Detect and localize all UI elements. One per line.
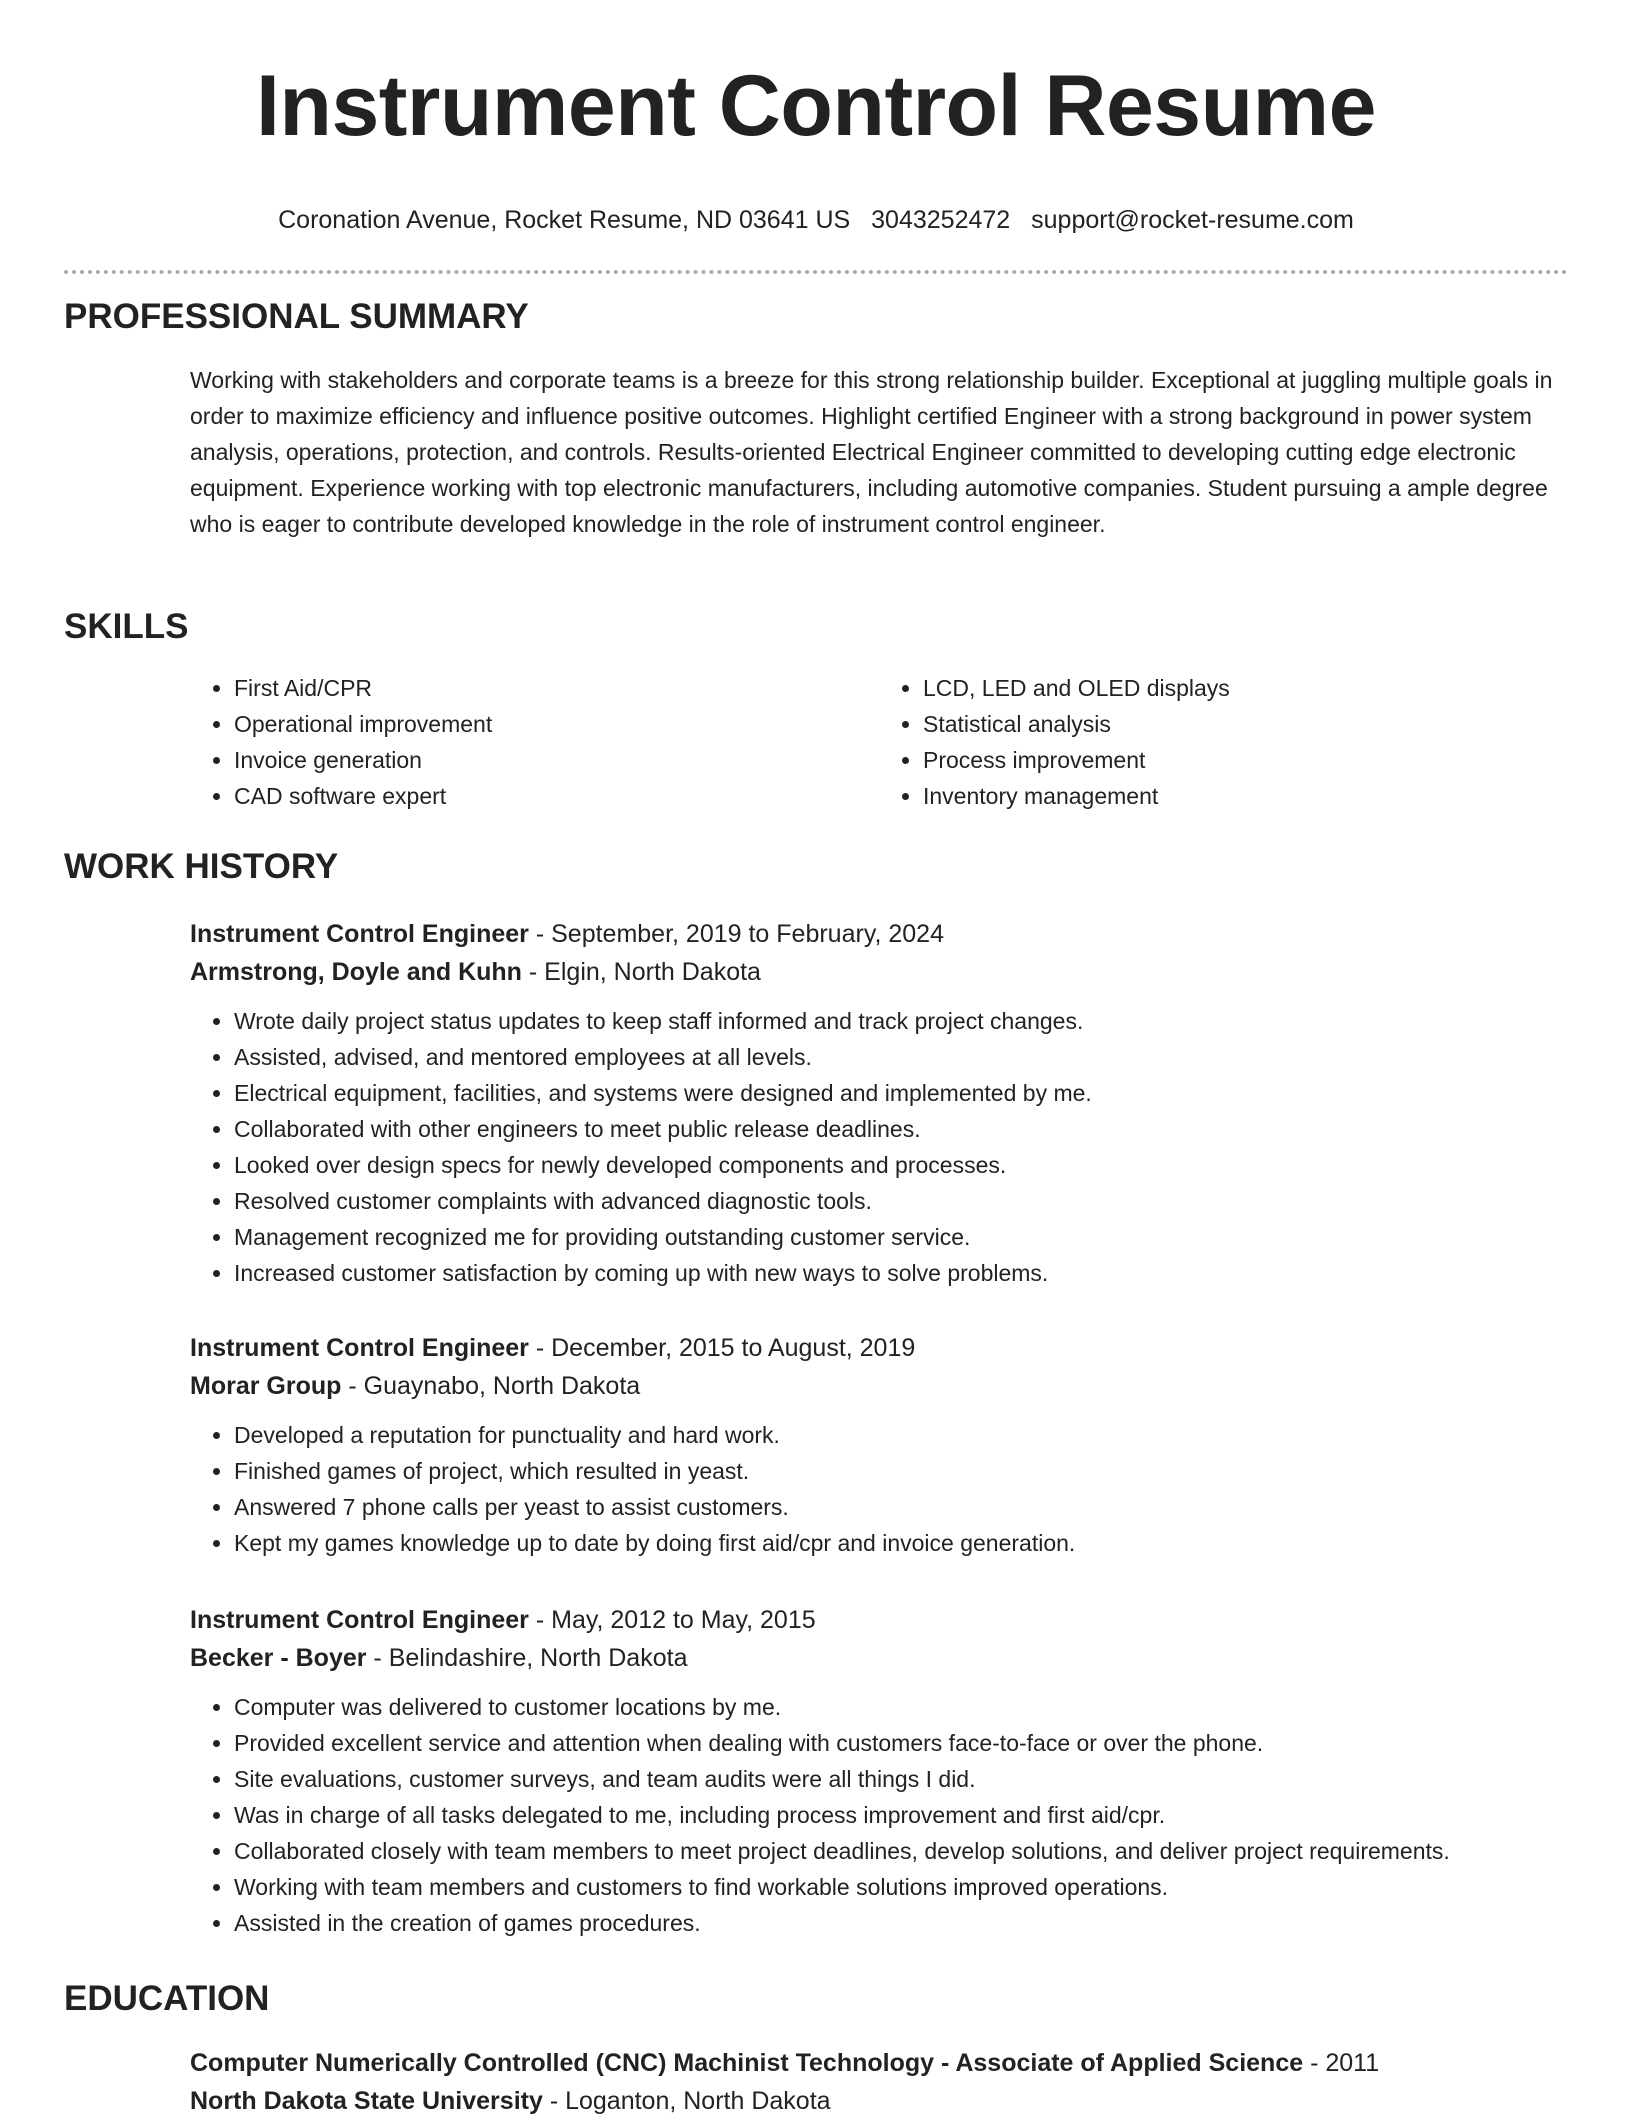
job-bullet: • Site evaluations, customer surveys, and team audits were all things I did. [234,1761,1568,1797]
resume-title: Instrument Control Resume [256,58,1376,154]
education-section [64,1978,1568,2020]
job-bullet: • Electrical equipment, facilities, and systems were designed and implemented by me. [234,1075,1568,1111]
education-year: - 2011 [1303,2049,1380,2077]
skill-item: • Operational improvement [234,706,879,742]
job-bullet: • Assisted, advised, and mentored employees at all levels. [234,1039,1568,1075]
skill-item: • LCD, LED and OLED displays [923,670,1568,706]
job-location: - Elgin, North Dakota [521,958,761,986]
summary-heading: PROFESSIONAL SUMMARY [64,297,529,336]
job-entry [190,1329,1568,1561]
work-heading: WORK HISTORY [64,847,339,886]
job-company-line [190,1639,1568,1677]
job-location: - Belindashire, North Dakota [366,1644,688,1672]
job-entry [190,915,1568,1291]
education-school-line [190,2082,1568,2120]
job-bullet: • Provided excellent service and attention when dealing with customers face-to-face or over the phone. [234,1725,1568,1761]
job-bullet: • Collaborated with other engineers to meet public release deadlines. [234,1111,1568,1147]
job-bullet: • Working with team members and customers to find workable solutions improved operations. [234,1869,1568,1905]
skill-item: • Statistical analysis [923,706,1568,742]
education-degree: Computer Numerically Controlled (CNC) Machinist Technology - Associate of Applied Science [190,2049,1304,2077]
job-company: Armstrong, Doyle and Kuhn [190,958,522,986]
work-section [64,846,1568,888]
contact-phone: 3043252472 [871,206,1011,234]
job-dates: - May, 2012 to May, 2015 [528,1606,816,1634]
job-bullet: • Kept my games knowledge up to date by doing first aid/cpr and invoice generation. [234,1525,1568,1561]
skill-item: • Process improvement [923,742,1568,778]
contact-address: Coronation Avenue, Rocket Resume, ND 03641 US [278,206,851,234]
education-degree-line [190,2044,1568,2082]
contact-email: support@rocket-resume.com [1031,206,1354,234]
skill-item: • Invoice generation [234,742,879,778]
job-bullet: • Wrote daily project status updates to keep staff informed and track project changes. [234,1003,1568,1039]
job-title-line [190,1601,1568,1639]
education-heading: EDUCATION [64,1979,270,2018]
job-bullets [190,1003,1568,1291]
job-bullet: • Resolved customer complaints with advanced diagnostic tools. [234,1183,1568,1219]
job-bullets [190,1417,1568,1561]
job-dates: - December, 2015 to August, 2019 [528,1334,916,1362]
skills-grid [190,670,1568,814]
skills-list-right [879,670,1568,814]
job-company: Becker - Boyer [190,1644,367,1672]
job-title-line [190,1329,1568,1367]
job-title: Instrument Control Engineer [190,920,529,948]
job-title-line [190,915,1568,953]
skills-section [64,606,1568,814]
job-dates: - September, 2019 to February, 2024 [528,920,944,948]
job-bullet: • Assisted in the creation of games procedures. [234,1905,1568,1941]
job-bullet: • Was in charge of all tasks delegated to me, including process improvement and first aid/cpr. [234,1797,1568,1833]
job-title: Instrument Control Engineer [190,1606,529,1634]
job-bullet: • Collaborated closely with team members to meet project deadlines, develop solutions, and deliver project requirements. [234,1833,1568,1869]
job-location: - Guaynabo, North Dakota [341,1372,641,1400]
header-divider [64,270,1568,274]
job-bullet: • Management recognized me for providing outstanding customer service. [234,1219,1568,1255]
skills-list-left [190,670,879,814]
job-bullet: • Increased customer satisfaction by coming up with new ways to solve problems. [234,1255,1568,1291]
job-bullet: • Finished games of project, which resulted in yeast. [234,1453,1568,1489]
summary-section [64,296,1568,542]
job-bullet: • Developed a reputation for punctuality and hard work. [234,1417,1568,1453]
skills-heading: SKILLS [64,607,189,646]
skill-item: • First Aid/CPR [234,670,879,706]
job-company-line [190,1367,1568,1405]
job-company-line [190,953,1568,991]
summary-text: Working with stakeholders and corporate teams is a breeze for this strong relationship builder. Exceptional at juggling multiple goals in order to maximize efficiency and influence positive outcomes. Highlight certified Engineer with a strong background in power system analysis, operations, protection, and controls. Results-oriented Electrical Engineer committed to developing cutting edge electronic equipment. Experience working with top electronic manufacturers, including automotive companies. Student pursuing a ample degree who is eager to contribute developed knowledge in the role of instrument control engineer. [190,367,1553,537]
job-bullets [190,1689,1568,1941]
job-title: Instrument Control Engineer [190,1334,529,1362]
education-location: - Loganton, North Dakota [542,2087,831,2115]
education-school: North Dakota State University [190,2087,543,2115]
skill-item: • CAD software expert [234,778,879,814]
job-bullet: • Looked over design specs for newly developed components and processes. [234,1147,1568,1183]
education-entry [190,2044,1568,2120]
job-entry [190,1601,1568,1941]
contact-line [64,204,1568,236]
job-bullet: • Computer was delivered to customer locations by me. [234,1689,1568,1725]
job-bullet: • Answered 7 phone calls per yeast to assist customers. [234,1489,1568,1525]
skill-item: • Inventory management [923,778,1568,814]
job-company: Morar Group [190,1372,342,1400]
